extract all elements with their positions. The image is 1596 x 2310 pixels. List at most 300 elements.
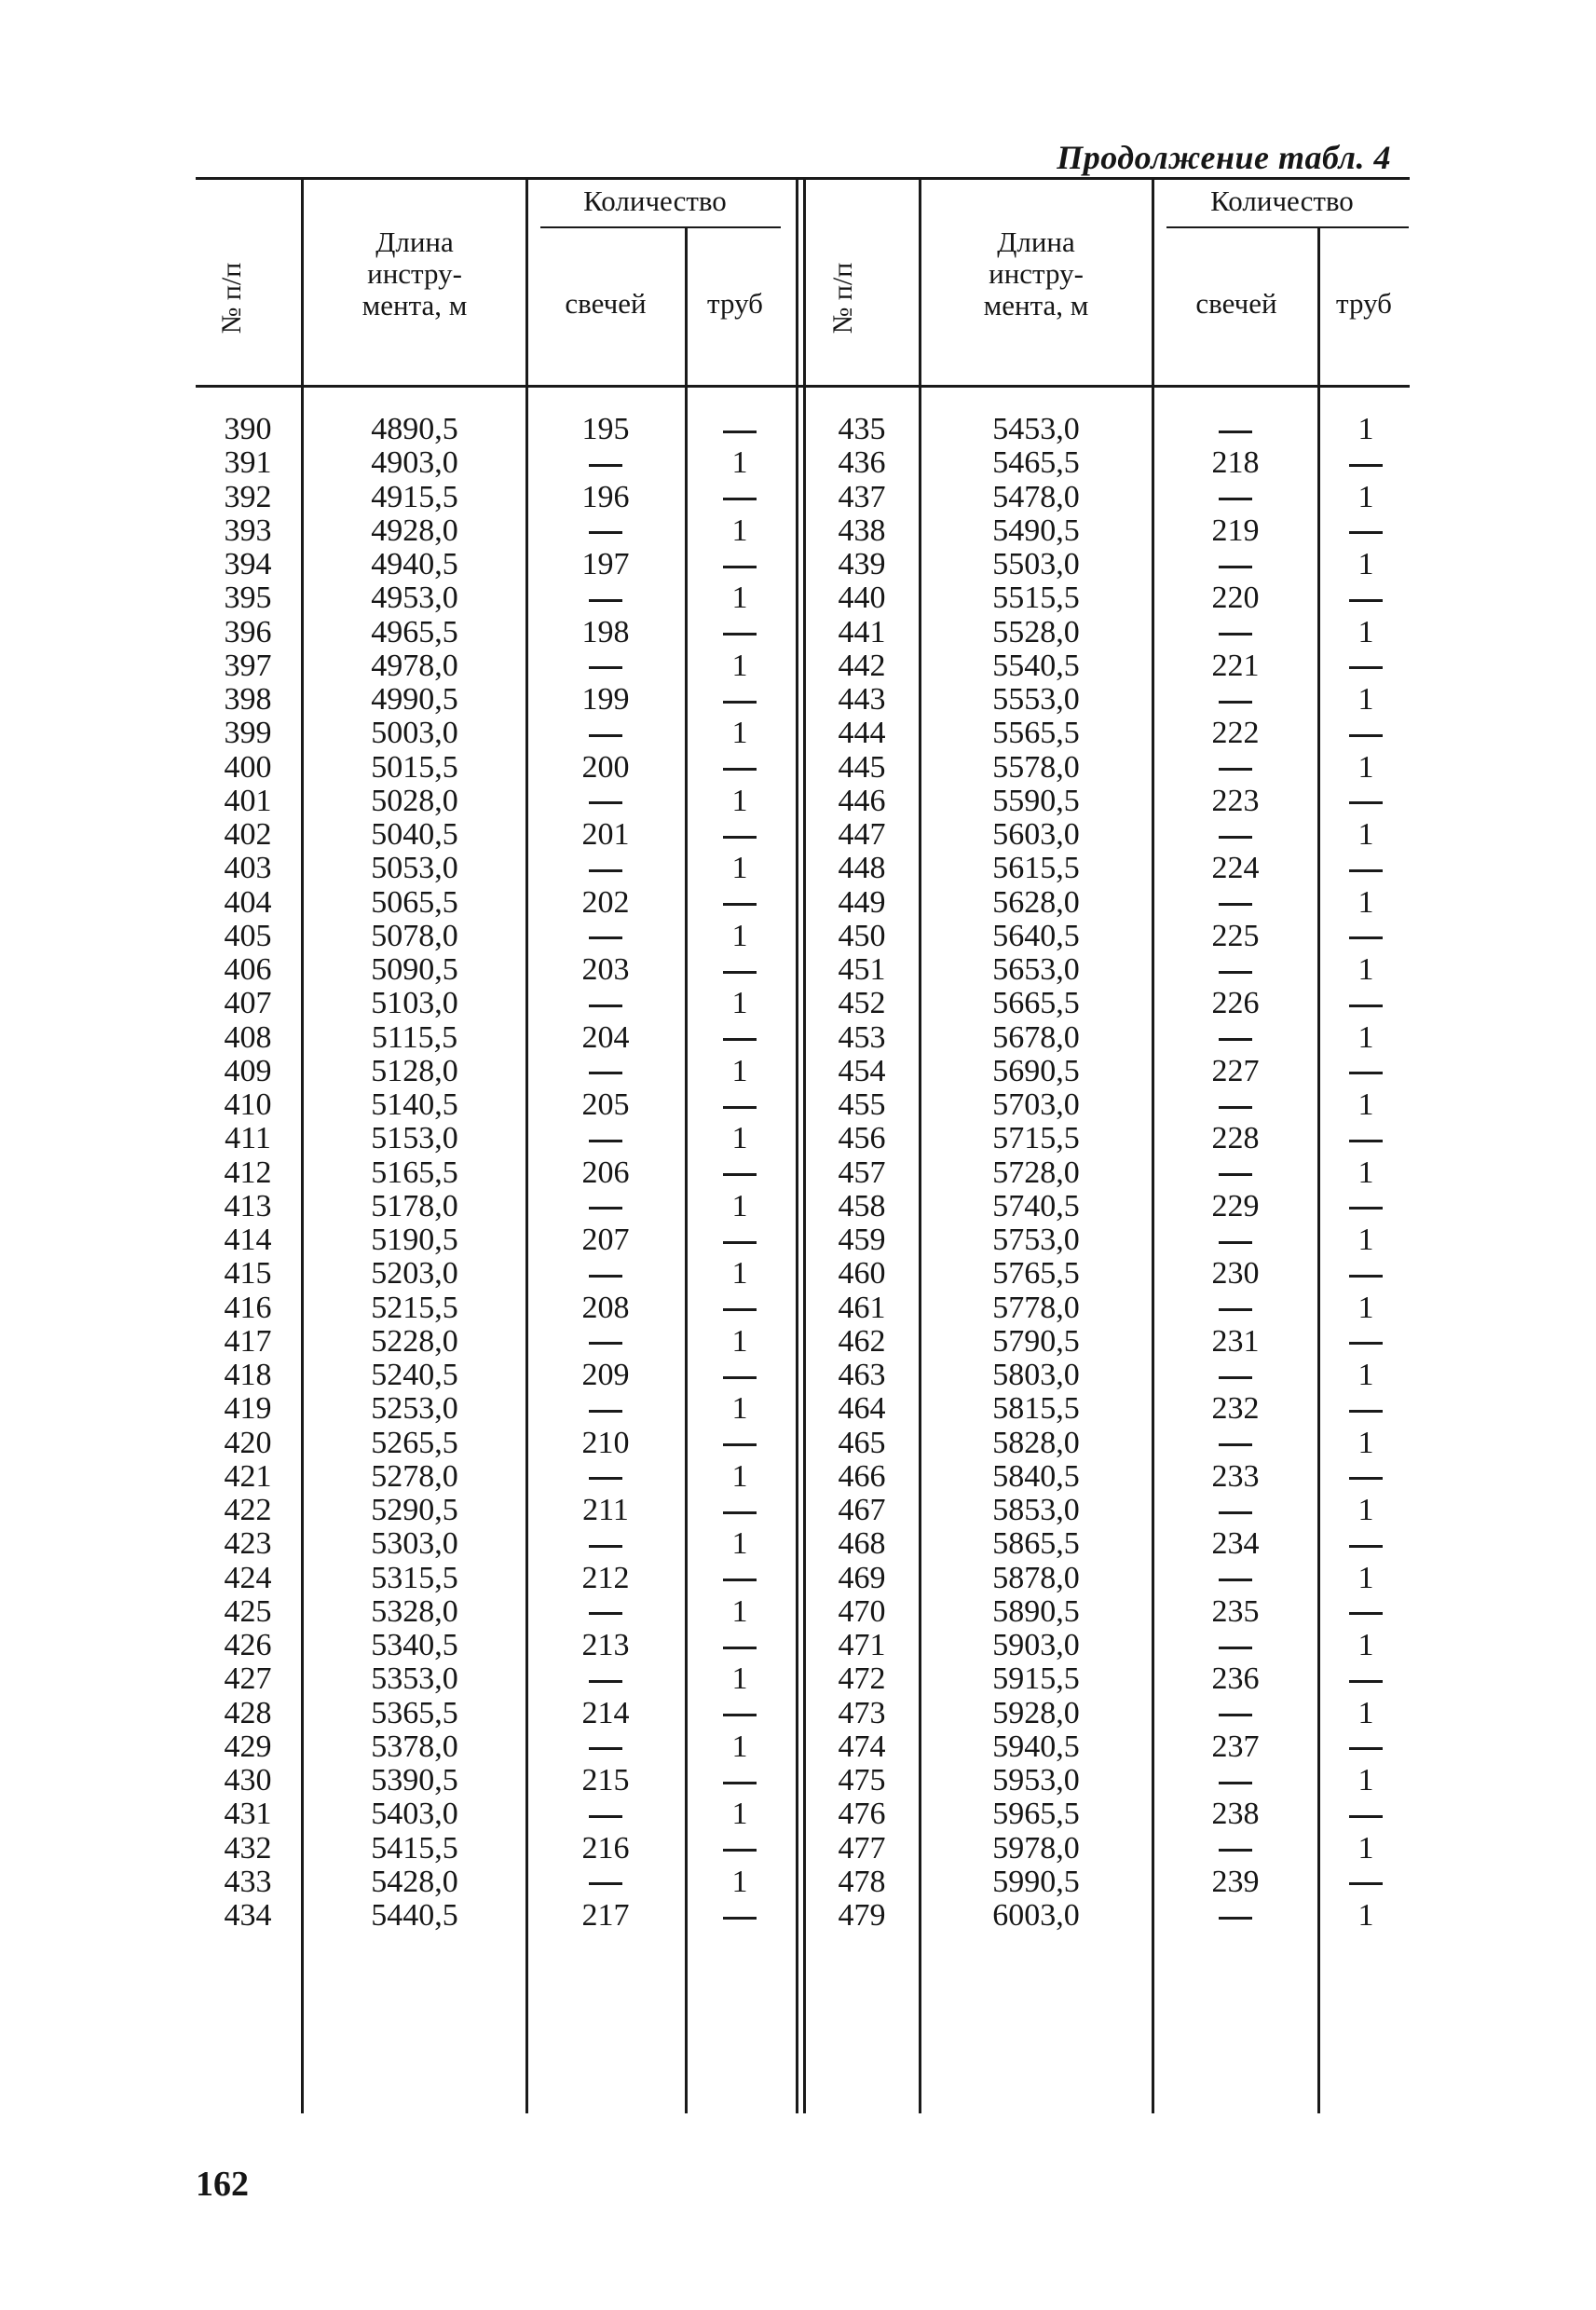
pipes-cell [688, 1832, 792, 1866]
length-cell: 5678,0 [992, 1019, 1080, 1055]
candles-cell: 235 [1211, 1593, 1260, 1629]
pipes-cell [1321, 852, 1411, 885]
length-cell: 5078,0 [371, 918, 458, 953]
length-cell: 5928,0 [992, 1695, 1080, 1730]
header-candles-right: свечей [1195, 287, 1277, 320]
pipes-cell [1321, 1325, 1411, 1359]
length-cell: 4940,5 [371, 547, 458, 581]
pipes-cell: 1 [1357, 1493, 1374, 1527]
left-length-column [306, 413, 524, 1933]
left-candles-column [528, 413, 683, 1933]
pipes-cell: 1 [731, 1864, 748, 1899]
row-number-cell: 479 [838, 1898, 886, 1933]
row-number-cell: 433 [224, 1864, 272, 1899]
pipes-cell [1321, 717, 1411, 750]
candles-cell: 228 [1211, 1121, 1260, 1156]
length-cell: 5728,0 [992, 1155, 1080, 1190]
length-cell: 5840,5 [992, 1458, 1080, 1494]
candles-cell [528, 446, 683, 480]
length-cell: 5190,5 [371, 1223, 458, 1257]
row-number-cell: 441 [838, 614, 886, 649]
header-length-line1: Длина [375, 226, 454, 258]
length-cell: 5440,5 [371, 1898, 458, 1933]
row-number-cell: 470 [838, 1593, 886, 1629]
length-cell: 5428,0 [371, 1864, 458, 1899]
row-number-cell: 429 [224, 1729, 272, 1764]
pipes-cell [688, 1764, 792, 1797]
row-number-cell: 399 [224, 716, 272, 751]
candles-cell [1155, 481, 1316, 514]
row-number-cell: 430 [224, 1763, 272, 1797]
row-number-cell: 420 [224, 1425, 272, 1460]
length-cell: 5328,0 [371, 1593, 458, 1629]
length-cell: 5303,0 [371, 1526, 458, 1562]
candles-cell [528, 1730, 683, 1764]
candles-cell: 206 [581, 1155, 630, 1190]
length-cell: 5903,0 [992, 1628, 1080, 1662]
pipes-cell: 1 [731, 581, 748, 616]
row-number-cell: 425 [224, 1593, 272, 1629]
candles-cell [528, 581, 683, 615]
pipes-cell [688, 413, 792, 446]
candles-cell: 236 [1211, 1661, 1260, 1697]
pipes-cell [1321, 1055, 1411, 1088]
length-cell: 5915,5 [992, 1661, 1080, 1697]
row-number-cell: 411 [225, 1121, 271, 1156]
candles-cell [1155, 1899, 1316, 1933]
header-number-right: № п/п [827, 262, 858, 335]
candles-cell [528, 649, 683, 683]
candles-cell: 212 [581, 1560, 630, 1595]
candles-cell: 231 [1211, 1323, 1260, 1359]
pipes-cell: 1 [731, 1391, 748, 1427]
candles-cell: 196 [581, 479, 630, 514]
row-number-cell: 444 [838, 716, 886, 751]
length-cell: 5765,5 [992, 1256, 1080, 1292]
length-cell: 5665,5 [992, 986, 1080, 1021]
pipes-cell: 1 [1357, 817, 1374, 852]
length-cell: 5140,5 [371, 1087, 458, 1122]
pipes-cell [688, 1899, 792, 1933]
candles-cell: 226 [1211, 986, 1260, 1021]
length-cell: 5603,0 [992, 817, 1080, 852]
pipes-cell: 1 [731, 1729, 748, 1764]
row-number-cell: 446 [838, 783, 886, 818]
length-cell: 5228,0 [371, 1323, 458, 1359]
row-number-cell: 406 [224, 952, 272, 987]
candles-cell: 233 [1211, 1458, 1260, 1494]
length-cell: 5215,5 [371, 1290, 458, 1325]
pipes-cell: 1 [1357, 1425, 1374, 1460]
row-number-cell: 414 [224, 1223, 272, 1257]
length-cell: 4903,0 [371, 445, 458, 481]
length-cell: 5278,0 [371, 1458, 458, 1494]
row-number-cell: 418 [224, 1358, 272, 1392]
right-candles-column [1155, 413, 1316, 1933]
row-number-cell: 451 [838, 952, 886, 987]
row-number-cell: 422 [224, 1493, 272, 1527]
row-number-cell: 427 [224, 1661, 272, 1697]
length-cell: 4990,5 [371, 682, 458, 717]
candles-cell: 222 [1211, 716, 1260, 751]
pipes-cell [1321, 1595, 1411, 1629]
length-cell: 5515,5 [992, 581, 1080, 616]
length-cell: 5615,5 [992, 851, 1080, 886]
candles-cell [1155, 1764, 1316, 1797]
pipes-cell: 1 [1357, 1155, 1374, 1190]
length-cell: 4978,0 [371, 648, 458, 683]
row-number-cell: 424 [224, 1560, 272, 1595]
candles-cell: 225 [1211, 918, 1260, 953]
length-cell: 5053,0 [371, 851, 458, 886]
length-cell: 5565,5 [992, 716, 1080, 751]
length-cell: 4915,5 [371, 479, 458, 514]
candles-cell [1155, 1021, 1316, 1055]
length-cell: 4953,0 [371, 581, 458, 616]
candles-cell [1155, 548, 1316, 581]
candles-cell [1155, 1562, 1316, 1595]
length-cell: 5253,0 [371, 1391, 458, 1427]
candles-cell [528, 1392, 683, 1426]
pipes-cell: 1 [731, 1256, 748, 1292]
pipes-cell: 1 [731, 648, 748, 683]
row-number-cell: 409 [224, 1053, 272, 1088]
candles-cell [1155, 1359, 1316, 1392]
header-number: № п/п [216, 262, 247, 335]
candles-cell [528, 1662, 683, 1696]
length-cell: 5978,0 [992, 1830, 1080, 1866]
pipes-cell [688, 683, 792, 717]
candles-cell: 208 [581, 1290, 630, 1325]
candles-cell: 217 [581, 1898, 630, 1933]
header-length-line3-right: мента, м [983, 289, 1089, 321]
row-number-cell: 445 [838, 749, 886, 785]
quantity-rule-right [1166, 226, 1409, 228]
pipes-cell: 1 [1357, 1830, 1374, 1866]
header-length-right [922, 226, 1150, 321]
length-cell: 5940,5 [992, 1729, 1080, 1764]
candles-cell [1155, 1088, 1316, 1122]
pipes-cell: 1 [1357, 749, 1374, 785]
row-number-cell: 468 [838, 1526, 886, 1562]
right-number-column [807, 413, 917, 1933]
row-number-cell: 449 [838, 884, 886, 920]
row-number-cell: 432 [224, 1830, 272, 1866]
pipes-cell: 1 [731, 1458, 748, 1494]
row-number-cell: 416 [224, 1290, 272, 1325]
row-number-cell: 475 [838, 1763, 886, 1797]
row-number-cell: 413 [224, 1188, 272, 1223]
header-candles: свечей [565, 287, 647, 320]
candles-cell [1155, 818, 1316, 852]
candles-cell [1155, 1292, 1316, 1325]
length-cell: 5065,5 [371, 884, 458, 920]
length-cell: 5028,0 [371, 783, 458, 818]
candles-cell: 209 [581, 1358, 630, 1392]
pipes-cell: 1 [731, 1053, 748, 1088]
length-cell: 5703,0 [992, 1087, 1080, 1122]
pipes-cell [688, 1292, 792, 1325]
pipes-cell: 1 [731, 1188, 748, 1223]
row-number-cell: 436 [838, 445, 886, 481]
row-number-cell: 448 [838, 851, 886, 886]
pipes-cell [1321, 1257, 1411, 1291]
length-cell: 5103,0 [371, 986, 458, 1021]
pipes-cell [688, 1021, 792, 1055]
row-number-cell: 473 [838, 1695, 886, 1730]
pipes-cell: 1 [1357, 479, 1374, 514]
pipes-cell: 1 [731, 1323, 748, 1359]
length-cell: 5965,5 [992, 1797, 1080, 1832]
candles-cell: 232 [1211, 1391, 1260, 1427]
length-cell: 5178,0 [371, 1188, 458, 1223]
pipes-cell: 1 [1357, 1223, 1374, 1257]
pipes-cell [688, 1088, 792, 1122]
header-length-line2: инстру- [367, 257, 462, 290]
pipes-cell [1321, 920, 1411, 953]
row-number-cell: 415 [224, 1256, 272, 1292]
candles-cell [528, 1325, 683, 1359]
row-number-cell: 450 [838, 918, 886, 953]
row-number-cell: 405 [224, 918, 272, 953]
pipes-cell: 1 [1357, 1560, 1374, 1595]
candles-cell: 220 [1211, 581, 1260, 616]
row-number-cell: 455 [838, 1087, 886, 1122]
row-number-cell: 438 [838, 513, 886, 548]
candles-cell: 200 [581, 749, 630, 785]
candles-cell [528, 1527, 683, 1561]
pipes-cell: 1 [1357, 1358, 1374, 1392]
length-cell: 5540,5 [992, 648, 1080, 683]
candles-cell: 210 [581, 1425, 630, 1460]
candles-cell [1155, 1223, 1316, 1257]
candles-cell: 214 [581, 1695, 630, 1730]
length-cell: 5128,0 [371, 1053, 458, 1088]
length-cell: 5690,5 [992, 1053, 1080, 1088]
pipes-cell [688, 886, 792, 920]
length-cell: 5590,5 [992, 783, 1080, 818]
candles-cell [1155, 1494, 1316, 1527]
row-number-cell: 463 [838, 1358, 886, 1392]
pipes-cell [688, 616, 792, 649]
length-cell: 5390,5 [371, 1763, 458, 1797]
row-number-cell: 452 [838, 986, 886, 1021]
left-number-column [196, 413, 300, 1933]
length-cell: 5753,0 [992, 1223, 1080, 1257]
row-number-cell: 443 [838, 682, 886, 717]
candles-cell: 219 [1211, 513, 1260, 548]
candles-cell [528, 514, 683, 548]
candles-cell [528, 920, 683, 953]
candles-cell [1155, 751, 1316, 785]
candles-cell: 230 [1211, 1256, 1260, 1292]
row-number-cell: 402 [224, 817, 272, 852]
row-number-cell: 458 [838, 1188, 886, 1223]
pipes-cell: 1 [731, 918, 748, 953]
candles-cell [528, 1460, 683, 1494]
length-cell: 5265,5 [371, 1425, 458, 1460]
row-number-cell: 391 [224, 445, 272, 481]
row-number-cell: 407 [224, 986, 272, 1021]
row-number-cell: 395 [224, 581, 272, 616]
pipes-cell: 1 [1357, 1628, 1374, 1662]
header-quantity: Количество [583, 185, 727, 217]
candles-cell [528, 987, 683, 1020]
pipes-cell [1321, 649, 1411, 683]
pipes-cell: 1 [1357, 1290, 1374, 1325]
length-cell: 5715,5 [992, 1121, 1080, 1156]
row-number-cell: 412 [224, 1155, 272, 1190]
row-number-cell: 398 [224, 682, 272, 717]
pipes-cell [1321, 1122, 1411, 1155]
row-number-cell: 431 [224, 1797, 272, 1832]
candles-cell: 229 [1211, 1188, 1260, 1223]
row-number-cell: 404 [224, 884, 272, 920]
row-number-cell: 442 [838, 648, 886, 683]
pipes-cell: 1 [1357, 884, 1374, 920]
length-cell: 5203,0 [371, 1256, 458, 1292]
length-cell: 5240,5 [371, 1358, 458, 1392]
candles-cell: 239 [1211, 1864, 1260, 1899]
candles-cell [1155, 413, 1316, 446]
pipes-cell: 1 [1357, 1019, 1374, 1055]
candles-cell [528, 1866, 683, 1899]
pipes-cell: 1 [731, 1121, 748, 1156]
row-number-cell: 465 [838, 1425, 886, 1460]
candles-cell: 227 [1211, 1053, 1260, 1088]
candles-cell: 207 [581, 1223, 630, 1257]
length-cell: 5628,0 [992, 884, 1080, 920]
length-cell: 5478,0 [992, 479, 1080, 514]
length-cell: 4890,5 [371, 412, 458, 446]
divider-1-right [919, 180, 921, 2113]
pipes-cell [688, 1427, 792, 1460]
candles-cell [528, 852, 683, 885]
length-cell: 5640,5 [992, 918, 1080, 953]
length-cell: 5340,5 [371, 1628, 458, 1662]
row-number-cell: 453 [838, 1019, 886, 1055]
pipes-cell [1321, 1527, 1411, 1561]
row-number-cell: 419 [224, 1391, 272, 1427]
row-number-cell: 461 [838, 1290, 886, 1325]
length-cell: 5828,0 [992, 1425, 1080, 1460]
header-pipes: труб [707, 287, 763, 320]
pipes-cell: 1 [731, 851, 748, 886]
pipes-cell [688, 818, 792, 852]
length-cell: 5453,0 [992, 412, 1080, 446]
length-cell: 6003,0 [992, 1898, 1080, 1933]
candles-cell [528, 1257, 683, 1291]
pipes-cell [688, 1223, 792, 1257]
row-number-cell: 439 [838, 547, 886, 581]
row-number-cell: 397 [224, 648, 272, 683]
row-number-cell: 426 [224, 1628, 272, 1662]
pipes-cell [688, 1494, 792, 1527]
length-cell: 5790,5 [992, 1323, 1080, 1359]
quantity-rule [540, 226, 781, 228]
header-length-line2-right: инстру- [989, 257, 1084, 290]
row-number-cell: 477 [838, 1830, 886, 1866]
length-cell: 5403,0 [371, 1797, 458, 1832]
pipes-cell [688, 481, 792, 514]
candles-cell: 195 [581, 412, 630, 446]
pipes-cell: 1 [1357, 614, 1374, 649]
row-number-cell: 392 [224, 479, 272, 514]
candles-cell: 205 [581, 1087, 630, 1122]
length-cell: 5490,5 [992, 513, 1080, 548]
pipes-cell [688, 1156, 792, 1190]
length-cell: 5290,5 [371, 1493, 458, 1527]
candles-cell [1155, 616, 1316, 649]
pipes-cell: 1 [731, 783, 748, 818]
row-number-cell: 469 [838, 1560, 886, 1595]
header-pipes-right: труб [1336, 287, 1392, 320]
candles-cell [1155, 886, 1316, 920]
row-number-cell: 462 [838, 1323, 886, 1359]
pipes-cell: 1 [1357, 952, 1374, 987]
candles-cell: 197 [581, 547, 630, 581]
double-divider-a [796, 180, 798, 2113]
right-length-column [922, 413, 1150, 1933]
candles-cell [528, 1055, 683, 1088]
pipes-cell [1321, 1392, 1411, 1426]
candles-cell [1155, 1427, 1316, 1460]
row-number-cell: 460 [838, 1256, 886, 1292]
candles-cell: 238 [1211, 1797, 1260, 1832]
pipes-cell [1321, 446, 1411, 480]
candles-cell [528, 1122, 683, 1155]
length-cell: 4928,0 [371, 513, 458, 548]
candles-cell [528, 1797, 683, 1831]
row-number-cell: 421 [224, 1458, 272, 1494]
row-number-cell: 440 [838, 581, 886, 616]
length-cell: 5015,5 [371, 749, 458, 785]
length-cell: 5953,0 [992, 1763, 1080, 1797]
candles-cell: 203 [581, 952, 630, 987]
candles-cell: 204 [581, 1019, 630, 1055]
candles-cell [1155, 1832, 1316, 1866]
length-cell: 5003,0 [371, 716, 458, 751]
divider-1 [301, 180, 304, 2113]
row-number-cell: 454 [838, 1053, 886, 1088]
length-cell: 5365,5 [371, 1695, 458, 1730]
row-number-cell: 478 [838, 1864, 886, 1899]
length-cell: 5740,5 [992, 1188, 1080, 1223]
pipes-cell [1321, 1190, 1411, 1223]
candles-cell: 201 [581, 817, 630, 852]
length-cell: 5578,0 [992, 749, 1080, 785]
divider-2-right [1152, 180, 1154, 2113]
candles-cell: 202 [581, 884, 630, 920]
candles-cell: 237 [1211, 1729, 1260, 1764]
pipes-cell [688, 751, 792, 785]
row-number-cell: 394 [224, 547, 272, 581]
candles-cell: 199 [581, 682, 630, 717]
header-length-line3: мента, м [361, 289, 468, 321]
pipes-cell: 1 [1357, 1087, 1374, 1122]
row-number-cell: 417 [224, 1323, 272, 1359]
pipes-cell: 1 [731, 986, 748, 1021]
pipes-cell: 1 [731, 1593, 748, 1629]
candles-cell [1155, 1697, 1316, 1730]
candles-cell: 215 [581, 1763, 630, 1797]
pipes-cell [688, 1562, 792, 1595]
length-cell: 5090,5 [371, 952, 458, 987]
length-cell: 5853,0 [992, 1493, 1080, 1527]
row-number-cell: 456 [838, 1121, 886, 1156]
row-number-cell: 474 [838, 1729, 886, 1764]
length-cell: 5553,0 [992, 682, 1080, 717]
